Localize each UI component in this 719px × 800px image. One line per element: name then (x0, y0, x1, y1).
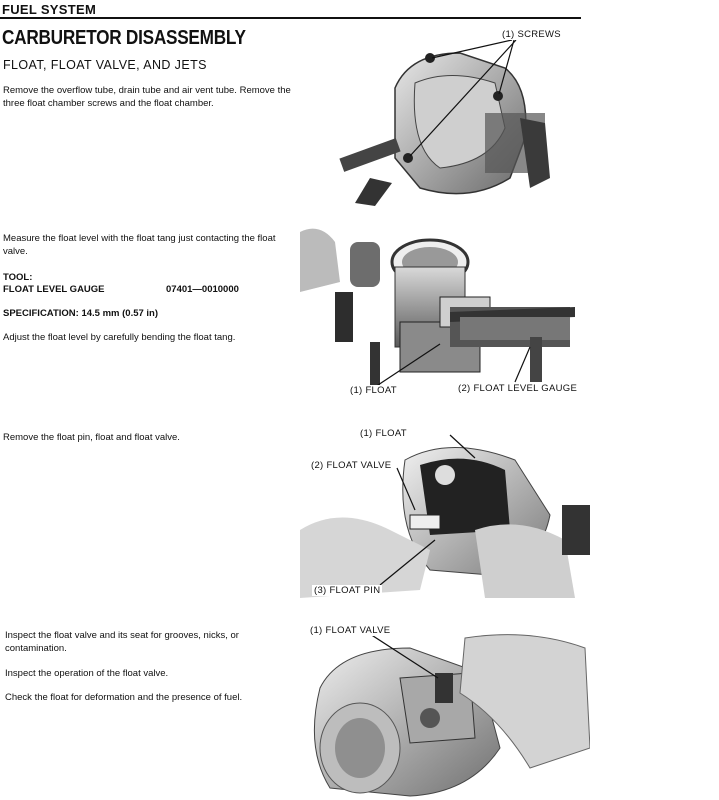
section-header: FUEL SYSTEM (2, 2, 97, 17)
callout-float-pin: (3) FLOAT PIN (314, 585, 381, 596)
step4-check-float: Check the float for deformation and the presence of fuel. (5, 692, 243, 703)
step4-inspect-operation: Inspect the operation of the float valve. (5, 668, 169, 679)
header-rule (0, 17, 581, 19)
callout-float-2: (1) FLOAT (360, 428, 407, 439)
callout-float-valve: (2) FLOAT VALVE (311, 460, 392, 471)
callout-float: (1) FLOAT (350, 385, 397, 396)
callout-float-level-gauge: (2) FLOAT LEVEL GAUGE (458, 383, 578, 394)
tool-name: FLOAT LEVEL GAUGE (3, 284, 105, 295)
specification: SPECIFICATION: 14.5 mm (0.57 in) (3, 308, 159, 319)
photo-float-chamber-screws (300, 28, 590, 208)
callout-screws: (1) SCREWS (502, 29, 561, 40)
page-title: CARBURETOR DISASSEMBLY (2, 27, 246, 49)
section-subtitle: FLOAT, FLOAT VALVE, AND JETS (3, 58, 207, 72)
callout-float-valve-2: (1) FLOAT VALVE (310, 625, 391, 636)
step4-inspect-valve: Inspect the float valve and its seat for grooves, nicks, or contamination. (5, 630, 239, 654)
photo-float-valve-inspection (300, 618, 590, 798)
tool-heading: TOOL: (3, 272, 33, 283)
photo-float-level-gauge (300, 222, 590, 402)
step3-instructions: Remove the float pin, float and float valve. (3, 432, 180, 443)
photo-float-pin-removal (300, 420, 590, 598)
step2-instructions: Measure the float level with the float tang just contacting the float valve. (3, 233, 276, 257)
adjust-instructions: Adjust the float level by carefully bending the float tang. (3, 332, 236, 343)
step1-instructions: Remove the overflow tube, drain tube and air vent tube. Remove the three float chamber screws and the float chamber. (3, 85, 291, 109)
tool-number: 07401—0010000 (166, 284, 239, 295)
